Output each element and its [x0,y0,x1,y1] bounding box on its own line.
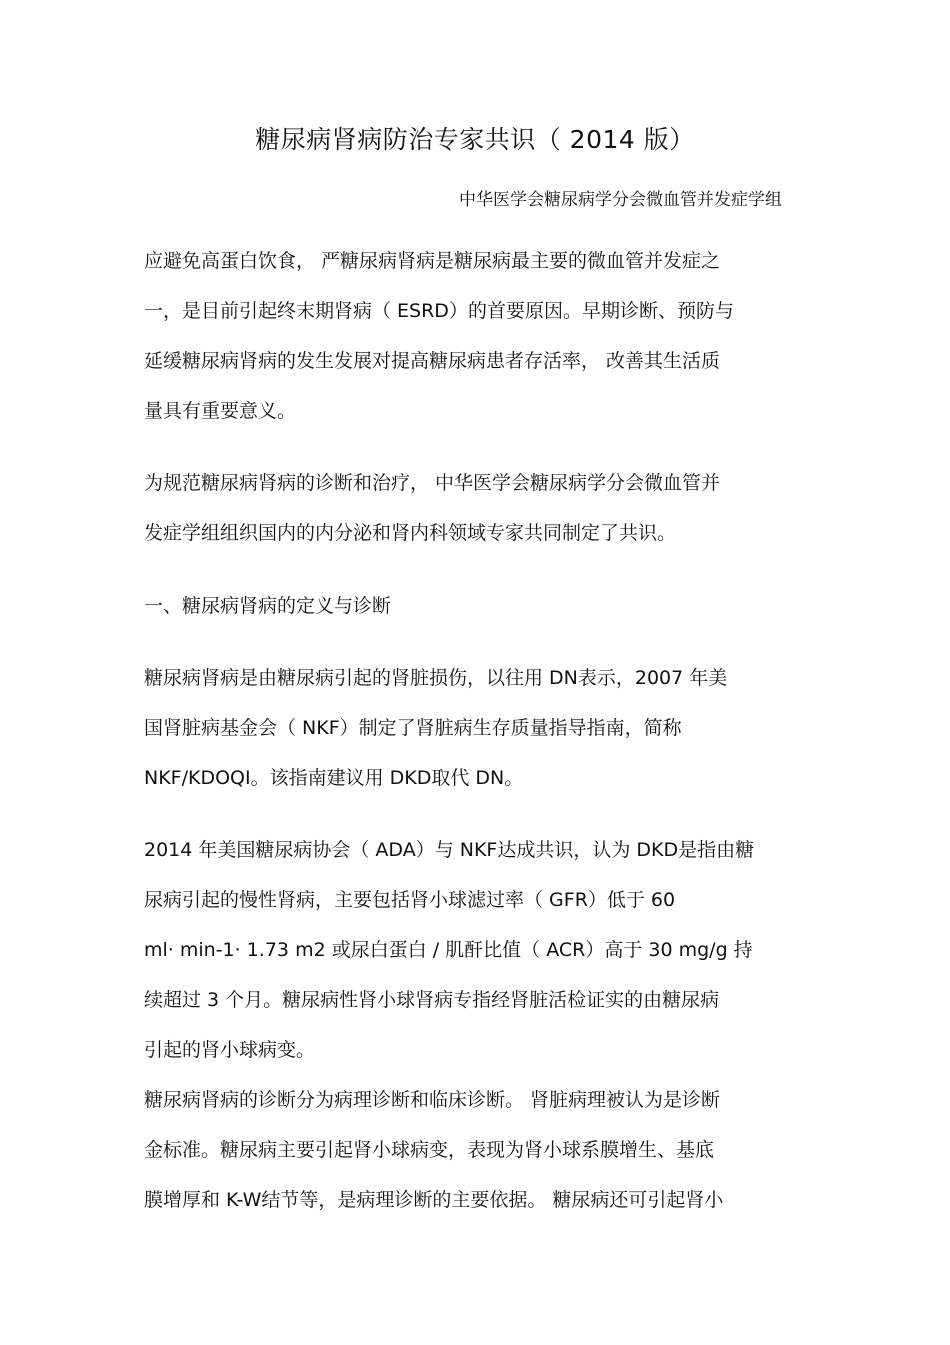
paragraph-line: 2014 年美国糖尿病协会（ ADA）与 NKF达成共识，认为 DKD是指由糖 [144,839,755,861]
document-author: 中华医学会糖尿病学分会微血管并发症学组 [459,190,782,210]
paragraph-line: 为规范糖尿病肾病的诊断和治疗， 中华医学会糖尿病学分会微血管并 [144,472,721,494]
paragraph-line: 金标准。糖尿病主要引起肾小球病变，表现为肾小球系膜增生、基底 [144,1139,715,1161]
paragraph-line: NKF/KDOQI。该指南建议用 DKD取代 DN。 [144,767,524,789]
paragraph-line: 延缓糖尿病肾病的发生发展对提高糖尿病患者存活率， 改善其生活质 [144,350,721,372]
paragraph-line: 一，是目前引起终末期肾病（ ESRD）的首要原因。早期诊断、预防与 [144,300,734,322]
paragraph-line: 糖尿病肾病的诊断分为病理诊断和临床诊断。 肾脏病理被认为是诊断 [144,1089,721,1111]
paragraph-line: 量具有重要意义。 [144,400,297,422]
paragraph-line: 国肾脏病基金会（ NKF）制定了肾脏病生存质量指导指南，简称 [144,717,682,739]
paragraph-line: ml· min-1· 1.73 m2 或尿白蛋白 / 肌酐比值（ ACR）高于 30 mg/g 持 [144,939,753,961]
paragraph-line: 膜增厚和 K-W结节等，是病理诊断的主要依据。 糖尿病还可引起肾小 [144,1189,724,1211]
paragraph-line: 尿病引起的慢性肾病，主要包括肾小球滤过率（ GFR）低于 60 [144,889,676,911]
paragraph-line: 引起的肾小球病变。 [144,1039,316,1061]
paragraph-line: 发症学组组织国内的内分泌和肾内科领域专家共同制定了共识。 [144,522,677,544]
paragraph-line: 应避免高蛋白饮食， 严糖尿病肾病是糖尿病最主要的微血管并发症之 [144,250,721,272]
document-title: 糖尿病肾病防治专家共识（ 2014 版） [255,125,695,154]
paragraph-line: 糖尿病肾病是由糖尿病引起的肾脏损伤，以往用 DN表示，2007 年美 [144,667,728,689]
section-heading: 一、糖尿病肾病的定义与诊断 [144,595,392,617]
paragraph-line: 续超过 3 个月。糖尿病性肾小球肾病专指经肾脏活检证实的由糖尿病 [144,989,720,1011]
